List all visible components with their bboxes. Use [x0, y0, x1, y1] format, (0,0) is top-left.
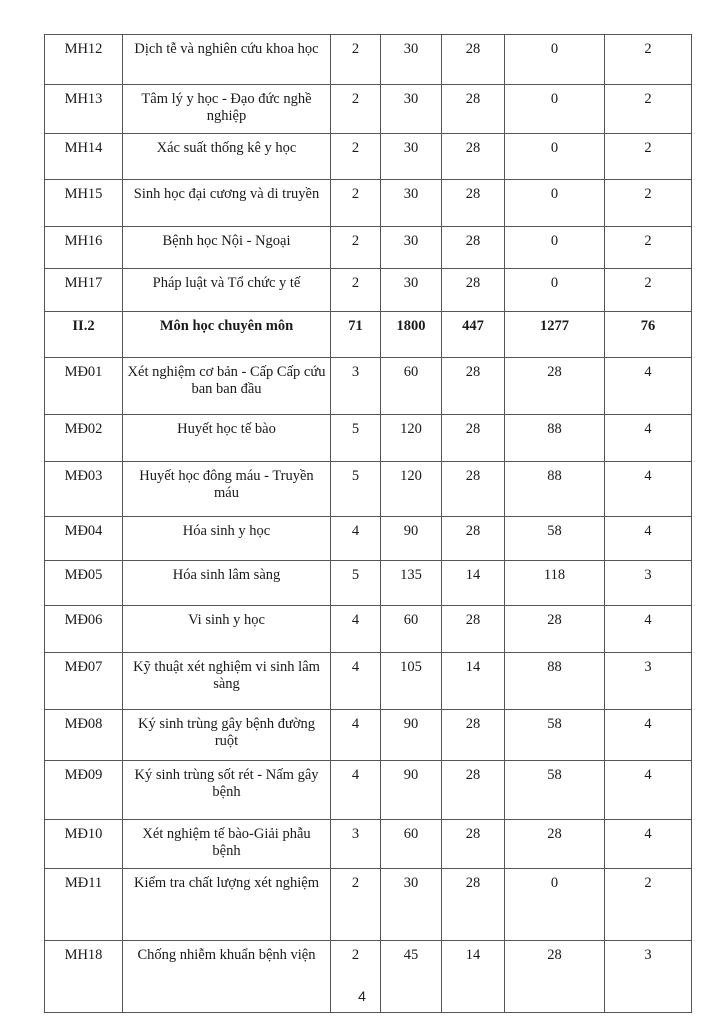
theory-hours-cell: 447 [442, 312, 505, 358]
exam-hours-cell: 4 [605, 517, 692, 561]
practice-hours-cell: 28 [505, 941, 605, 1013]
module-code-cell: MH18 [45, 941, 123, 1013]
exam-hours-cell: 4 [605, 820, 692, 869]
practice-hours-cell: 58 [505, 761, 605, 820]
practice-hours-cell: 0 [505, 269, 605, 312]
table-row [45, 358, 692, 415]
exam-hours-cell: 2 [605, 869, 692, 941]
module-name-cell: Tâm lý y học - Đạo đức nghề nghiệp [123, 85, 331, 134]
module-code-cell: MĐ10 [45, 820, 123, 869]
total-hours-cell: 60 [381, 820, 442, 869]
exam-hours-cell: 2 [605, 227, 692, 269]
section-header-row [45, 312, 692, 358]
module-code-cell: MĐ03 [45, 462, 123, 517]
theory-hours-cell: 14 [442, 653, 505, 710]
theory-hours-cell: 28 [442, 358, 505, 415]
theory-hours-cell: 28 [442, 85, 505, 134]
credits-cell: 5 [331, 462, 381, 517]
practice-hours-cell: 28 [505, 358, 605, 415]
module-code-cell: MĐ07 [45, 653, 123, 710]
table-row [45, 561, 692, 606]
credits-cell: 2 [331, 941, 381, 1013]
table-row [45, 710, 692, 761]
total-hours-cell: 90 [381, 710, 442, 761]
module-name-cell: Xác suất thống kê y học [123, 134, 331, 180]
exam-hours-cell: 76 [605, 312, 692, 358]
theory-hours-cell: 28 [442, 820, 505, 869]
practice-hours-cell: 88 [505, 415, 605, 462]
table-row [45, 180, 692, 227]
module-code-cell: MĐ01 [45, 358, 123, 415]
exam-hours-cell: 2 [605, 269, 692, 312]
module-code-cell: MĐ11 [45, 869, 123, 941]
theory-hours-cell: 14 [442, 561, 505, 606]
total-hours-cell: 90 [381, 761, 442, 820]
module-name-cell: Pháp luật và Tổ chức y tế [123, 269, 331, 312]
theory-hours-cell: 28 [442, 761, 505, 820]
module-code-cell: II.2 [45, 312, 123, 358]
credits-cell: 2 [331, 85, 381, 134]
module-name-cell: Xét nghiệm tế bào-Giải phẫu bệnh [123, 820, 331, 869]
module-name-cell: Hóa sinh y học [123, 517, 331, 561]
table-row [45, 517, 692, 561]
credits-cell: 2 [331, 35, 381, 85]
exam-hours-cell: 4 [605, 606, 692, 653]
module-name-cell: Ký sinh trùng sốt rét - Nấm gây bệnh [123, 761, 331, 820]
practice-hours-cell: 88 [505, 653, 605, 710]
practice-hours-cell: 58 [505, 517, 605, 561]
module-name-cell: Huyết học đông máu - Truyền máu [123, 462, 331, 517]
total-hours-cell: 30 [381, 85, 442, 134]
exam-hours-cell: 2 [605, 180, 692, 227]
theory-hours-cell: 28 [442, 869, 505, 941]
table-row [45, 462, 692, 517]
exam-hours-cell: 4 [605, 710, 692, 761]
total-hours-cell: 30 [381, 869, 442, 941]
module-code-cell: MĐ04 [45, 517, 123, 561]
module-code-cell: MH17 [45, 269, 123, 312]
module-name-cell: Dịch tễ và nghiên cứu khoa học [123, 35, 331, 85]
module-name-cell: Sinh học đại cương và di truyền [123, 180, 331, 227]
credits-cell: 2 [331, 227, 381, 269]
table-row [45, 134, 692, 180]
total-hours-cell: 1800 [381, 312, 442, 358]
exam-hours-cell: 2 [605, 134, 692, 180]
exam-hours-cell: 4 [605, 462, 692, 517]
table-row [45, 820, 692, 869]
table-row [45, 606, 692, 653]
total-hours-cell: 30 [381, 180, 442, 227]
practice-hours-cell: 58 [505, 710, 605, 761]
module-code-cell: MĐ02 [45, 415, 123, 462]
total-hours-cell: 120 [381, 415, 442, 462]
total-hours-cell: 30 [381, 134, 442, 180]
practice-hours-cell: 0 [505, 85, 605, 134]
total-hours-cell: 30 [381, 35, 442, 85]
credits-cell: 4 [331, 653, 381, 710]
module-name-cell: Hóa sinh lâm sàng [123, 561, 331, 606]
exam-hours-cell: 4 [605, 358, 692, 415]
module-name-cell: Ký sinh trùng gây bệnh đường ruột [123, 710, 331, 761]
total-hours-cell: 30 [381, 227, 442, 269]
practice-hours-cell: 0 [505, 35, 605, 85]
theory-hours-cell: 28 [442, 227, 505, 269]
exam-hours-cell: 2 [605, 35, 692, 85]
practice-hours-cell: 1277 [505, 312, 605, 358]
theory-hours-cell: 28 [442, 134, 505, 180]
credits-cell: 5 [331, 561, 381, 606]
module-name-cell: Kiểm tra chất lượng xét nghiệm [123, 869, 331, 941]
credits-cell: 4 [331, 710, 381, 761]
module-code-cell: MĐ09 [45, 761, 123, 820]
practice-hours-cell: 0 [505, 869, 605, 941]
practice-hours-cell: 118 [505, 561, 605, 606]
table-row [45, 85, 692, 134]
module-name-cell: Môn học chuyên môn [123, 312, 331, 358]
credits-cell: 71 [331, 312, 381, 358]
page-number: 4 [358, 988, 366, 1004]
credits-cell: 4 [331, 606, 381, 653]
module-name-cell: Vi sinh y học [123, 606, 331, 653]
module-name-cell: Huyết học tế bào [123, 415, 331, 462]
exam-hours-cell: 3 [605, 941, 692, 1013]
credits-cell: 3 [331, 358, 381, 415]
credits-cell: 4 [331, 761, 381, 820]
curriculum-table [44, 34, 692, 1013]
module-name-cell: Bệnh học Nội - Ngoại [123, 227, 331, 269]
practice-hours-cell: 0 [505, 134, 605, 180]
total-hours-cell: 60 [381, 358, 442, 415]
total-hours-cell: 135 [381, 561, 442, 606]
credits-cell: 5 [331, 415, 381, 462]
total-hours-cell: 120 [381, 462, 442, 517]
theory-hours-cell: 28 [442, 606, 505, 653]
theory-hours-cell: 14 [442, 941, 505, 1013]
module-code-cell: MH13 [45, 85, 123, 134]
module-code-cell: MH14 [45, 134, 123, 180]
theory-hours-cell: 28 [442, 269, 505, 312]
practice-hours-cell: 88 [505, 462, 605, 517]
exam-hours-cell: 3 [605, 653, 692, 710]
theory-hours-cell: 28 [442, 35, 505, 85]
table-row [45, 869, 692, 941]
theory-hours-cell: 28 [442, 180, 505, 227]
credits-cell: 3 [331, 820, 381, 869]
total-hours-cell: 45 [381, 941, 442, 1013]
module-code-cell: MĐ06 [45, 606, 123, 653]
table-row [45, 415, 692, 462]
credits-cell: 2 [331, 869, 381, 941]
theory-hours-cell: 28 [442, 415, 505, 462]
table-row [45, 653, 692, 710]
total-hours-cell: 105 [381, 653, 442, 710]
total-hours-cell: 30 [381, 269, 442, 312]
credits-cell: 2 [331, 180, 381, 227]
credits-cell: 2 [331, 269, 381, 312]
theory-hours-cell: 28 [442, 462, 505, 517]
exam-hours-cell: 4 [605, 761, 692, 820]
credits-cell: 2 [331, 134, 381, 180]
total-hours-cell: 60 [381, 606, 442, 653]
table-row [45, 35, 692, 85]
module-name-cell: Kỹ thuật xét nghiệm vi sinh lâm sàng [123, 653, 331, 710]
table-row [45, 761, 692, 820]
total-hours-cell: 90 [381, 517, 442, 561]
table-row [45, 269, 692, 312]
module-code-cell: MH12 [45, 35, 123, 85]
module-code-cell: MH16 [45, 227, 123, 269]
module-code-cell: MH15 [45, 180, 123, 227]
table-row [45, 227, 692, 269]
exam-hours-cell: 3 [605, 561, 692, 606]
theory-hours-cell: 28 [442, 710, 505, 761]
module-name-cell: Xét nghiệm cơ bản - Cấp Cấp cứu ban ban đầu [123, 358, 331, 415]
practice-hours-cell: 28 [505, 606, 605, 653]
exam-hours-cell: 4 [605, 415, 692, 462]
practice-hours-cell: 0 [505, 227, 605, 269]
exam-hours-cell: 2 [605, 85, 692, 134]
credits-cell: 4 [331, 517, 381, 561]
theory-hours-cell: 28 [442, 517, 505, 561]
practice-hours-cell: 0 [505, 180, 605, 227]
module-code-cell: MĐ05 [45, 561, 123, 606]
module-code-cell: MĐ08 [45, 710, 123, 761]
module-name-cell: Chống nhiễm khuẩn bệnh viện [123, 941, 331, 1013]
practice-hours-cell: 28 [505, 820, 605, 869]
